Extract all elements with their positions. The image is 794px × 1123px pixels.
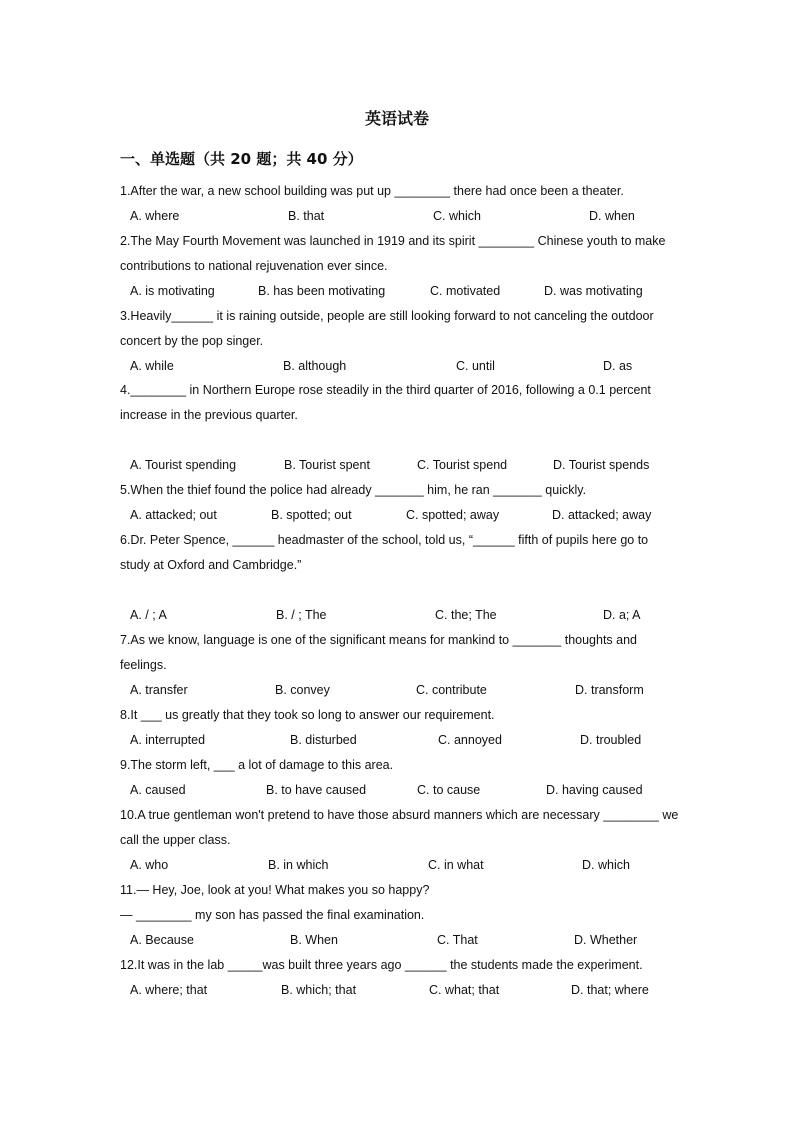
option-d[interactable]: D. a; A (603, 608, 641, 622)
question-3-options (0, 354, 794, 379)
option-b[interactable]: B. which; that (281, 983, 357, 997)
option-c[interactable]: C. which (433, 209, 481, 223)
option-d[interactable]: D. Tourist spends (553, 458, 650, 472)
option-a[interactable]: A. where (130, 209, 180, 223)
question-1-stem: 1.After the war, a new school building was put up ________ there had once been a theater. (120, 184, 624, 198)
option-d[interactable]: D. which (582, 858, 630, 872)
option-b[interactable]: B. spotted; out (271, 508, 352, 522)
option-b[interactable]: B. in which (268, 858, 329, 872)
option-d[interactable]: D. transform (575, 683, 644, 697)
question-10-stem: 10.A true gentleman won't pretend to have those absurd manners which are necessary ________ we call the upper class. (120, 808, 682, 847)
question-2-stem: 2.The May Fourth Movement was launched in 1919 and its spirit ________ Chinese youth to make contributions to national rejuvenation ever since. (120, 234, 669, 273)
option-a[interactable]: A. while (130, 359, 174, 373)
option-b[interactable]: B. Tourist spent (284, 458, 370, 472)
option-d[interactable]: D. was motivating (544, 284, 643, 298)
option-b[interactable]: B. to have caused (266, 783, 367, 797)
option-c[interactable]: C. Tourist spend (417, 458, 508, 472)
option-c[interactable]: C. annoyed (438, 733, 502, 747)
option-b[interactable]: B. has been motivating (258, 284, 386, 298)
option-c[interactable]: C. the; The (435, 608, 497, 622)
option-a[interactable]: A. is motivating (130, 284, 215, 298)
question-5-stem: 5.When the thief found the police had already _______ him, he ran _______ quickly. (120, 483, 587, 497)
question-7-options (0, 678, 794, 703)
question-9-stem: 9.The storm left, ___ a lot of damage to this area. (120, 758, 394, 772)
section-heading: 一、单选题（共 20 题；共 40 分） (120, 150, 363, 168)
option-c[interactable]: C. motivated (430, 284, 501, 298)
option-d[interactable]: D. having caused (546, 783, 643, 797)
option-a[interactable]: A. where; that (130, 983, 208, 997)
option-d[interactable]: D. attacked; away (552, 508, 652, 522)
option-c[interactable]: C. spotted; away (406, 508, 500, 522)
question-3-stem: 3.Heavily______ it is raining outside, people are still looking forward to not canceling the outdoor concert by the pop singer. (120, 309, 658, 348)
option-a[interactable]: A. Because (130, 933, 194, 947)
option-d[interactable]: D. when (589, 209, 635, 223)
question-6-stem: 6.Dr. Peter Spence, ______ headmaster of the school, told us, “______ fifth of pupils here go to study at Oxford and Cambridge.” (120, 533, 652, 572)
question-6-options (0, 603, 794, 628)
option-a[interactable]: A. attacked; out (130, 508, 217, 522)
option-a[interactable]: A. caused (130, 783, 186, 797)
option-d[interactable]: D. that; where (571, 983, 649, 997)
question-1-options (0, 204, 794, 229)
option-c[interactable]: C. contribute (416, 683, 487, 697)
option-b[interactable]: B. convey (275, 683, 330, 697)
question-8-stem: 8.It ___ us greatly that they took so long to answer our requirement. (120, 708, 495, 722)
option-c[interactable]: C. in what (428, 858, 484, 872)
question-12-stem: 12.It was in the lab _____was built three years ago ______ the students made the experiment. (120, 958, 643, 972)
question-11-options (0, 928, 794, 953)
option-a[interactable]: A. interrupted (130, 733, 206, 747)
page-title: 英语试卷 (364, 109, 429, 128)
question-2-options (0, 279, 794, 304)
question-10-options (0, 853, 794, 878)
question-4-stem: 4.________ in Northern Europe rose steadily in the third quarter of 2016, following a 0.1 percent increase in the previous quarter. (120, 383, 655, 422)
option-a[interactable]: A. / ; A (130, 608, 167, 622)
question-4-options (0, 453, 794, 478)
option-a[interactable]: A. Tourist spending (130, 458, 237, 472)
option-a[interactable]: A. transfer (130, 683, 188, 697)
question-9-options (0, 778, 794, 803)
option-b[interactable]: B. / ; The (276, 608, 327, 622)
option-c[interactable]: C. until (456, 359, 495, 373)
option-d[interactable]: D. as (603, 359, 633, 373)
question-11-stem: 11.— Hey, Joe, look at you! What makes you so happy? — ________ my son has passed the final examination. (120, 883, 430, 922)
option-b[interactable]: B. When (290, 933, 338, 947)
option-a[interactable]: A. who (130, 858, 169, 872)
question-5-options (0, 503, 794, 528)
question-7-stem: 7.As we know, language is one of the significant means for mankind to _______ thoughts and feelings. (120, 633, 641, 672)
option-d[interactable]: D. troubled (580, 733, 642, 747)
option-c[interactable]: C. what; that (429, 983, 500, 997)
option-b[interactable]: B. disturbed (290, 733, 357, 747)
option-c[interactable]: C. That (437, 933, 478, 947)
option-b[interactable]: B. although (283, 359, 347, 373)
option-b[interactable]: B. that (288, 209, 325, 223)
question-12-options (0, 978, 794, 1003)
option-d[interactable]: D. Whether (574, 933, 638, 947)
question-8-options (0, 728, 794, 753)
option-c[interactable]: C. to cause (417, 783, 481, 797)
